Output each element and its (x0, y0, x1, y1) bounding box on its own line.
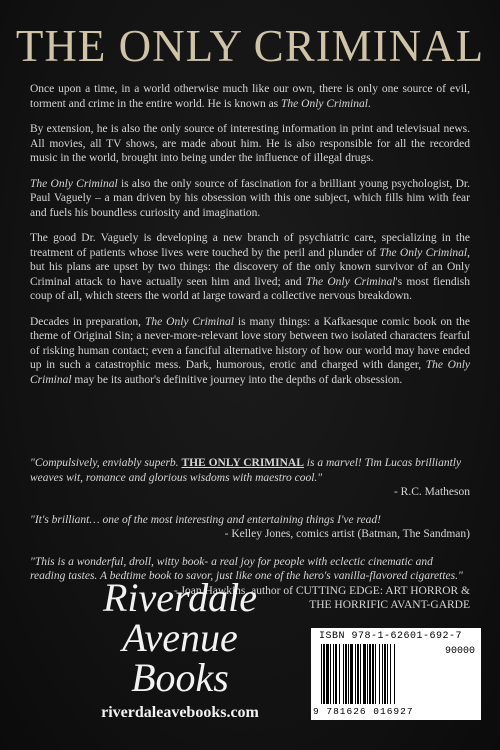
barcode-bars-icon (317, 644, 427, 706)
synopsis-paragraph-5 (30, 315, 470, 388)
title-ref: The Only Criminal (281, 97, 368, 110)
title-ref: The Only Criminal (379, 246, 468, 259)
quote-text (30, 456, 470, 485)
book-title: THE ONLY CRIMINAL (15, 21, 485, 71)
text: Decades in preparation, (30, 315, 145, 328)
text: . (367, 97, 371, 110)
isbn-label: ISBN 978-1-62601-692-7 (319, 631, 463, 642)
synopsis-paragraph-2 (30, 122, 470, 166)
quote-attribution: - Kelley Jones, comics artist (Batman, The Sandman) (224, 528, 470, 540)
publisher-logo (60, 575, 300, 722)
price-code: 90000 (444, 646, 475, 657)
logo-line: Riverdale (102, 575, 257, 620)
text: The good Dr. Vaguely is developing a new branch of psychiatric care, specializing in the treatment of patients whose lives were touched by the peril and plunder of (30, 232, 470, 259)
ean-number: 9 781626 016927 (313, 706, 414, 717)
quote-text: "This is a wonderful, droll, witty book- a real joy for people with eclectic cinematic and reading tastes. A bedtime book to savor, just like one of the hero's vanilla-flavored cigarettes." (30, 555, 463, 582)
text: 's most fiendish coup of all, which steers the world at large toward a collective nervous breakdown. (30, 275, 471, 302)
synopsis-paragraph-3 (30, 177, 470, 221)
text: is a marvel! Tim Lucas brilliantly weaves wit, romance and glorious wisdoms with maestro cool." (30, 457, 462, 484)
text: Once upon a time, in a world otherwise much like our own, there is only one source of evil, torment and crime in the entire world. He is known as (30, 83, 470, 110)
text: , but his plans are upset by two things: the discovery of the only known survivor of an Only Criminal attack to have actually seen him and lived; and (30, 246, 470, 288)
review-quote-2 (30, 513, 470, 542)
title-ref: The Only Criminal (305, 275, 396, 288)
logo-line: Books (131, 655, 229, 700)
title-ref: The Only Criminal (144, 315, 234, 328)
text: may be its author's definitive journey into the depths of dark obsession. (71, 373, 403, 386)
barcode (311, 628, 481, 720)
synopsis-paragraph-4 (30, 231, 470, 304)
review-quote-1 (30, 456, 470, 500)
text: is also the only source of fascination for a brilliant young psychologist, Dr. Paul Vaguely – a man driven by his obsession with this one subject, which fills him with fear and fuels his boundless curiosity and imagination. (30, 177, 470, 219)
text: By extension, he is also the only source of interesting information in print and televisual news. All movies, all TV shows, are made about him. He is also responsible for all the recorded music in the world, brought into being under the influence of illegal drugs. (30, 123, 470, 164)
text: is many things: a Kafkaesque comic book on the theme of Original Sin; a never-more-relevant love story between two isolated characters fearful of risking human contact; even a fanciful alternative history of how our world may have ended up in such a catastrophic mess. Dark, humorous, erotic and charged with danger, (30, 315, 471, 371)
quote-text: "It's brilliant… one of the most interesting and entertaining things I've read! (30, 513, 381, 526)
title-ref: The Only Criminal (30, 177, 118, 190)
title-ref: The Only Criminal (30, 359, 470, 386)
quote-attribution: - R.C. Matheson (393, 486, 470, 498)
synopsis-paragraph-1 (30, 82, 470, 111)
title-ref: THE ONLY CRIMINAL (181, 457, 304, 469)
logo-line: Avenue (122, 615, 238, 660)
attribution-line: THE HORRIFIC AVANT-GARDE (309, 599, 470, 611)
text: "Compulsively, enviably superb. (30, 457, 182, 469)
publisher-url: riverdaleavebooks.com (101, 704, 259, 721)
synopsis (30, 82, 470, 398)
attribution-line: - Joan Hawkins, author of CUTTING EDGE: ART HORROR & (173, 584, 470, 597)
